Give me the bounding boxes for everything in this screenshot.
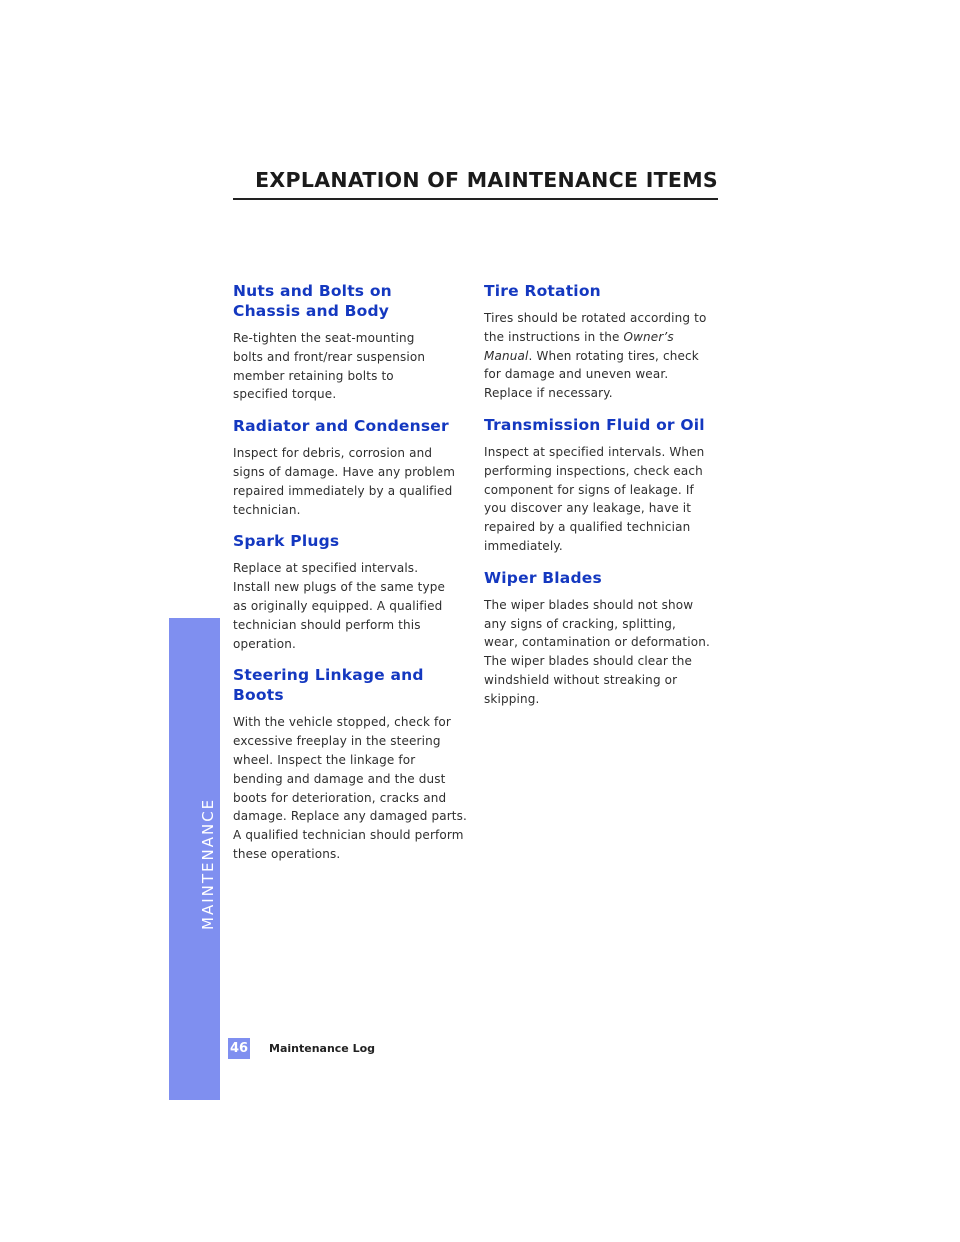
body-text: Tires should be rotated according to the instructions in the — [484, 311, 707, 344]
section-body: Re-tighten the seat-mounting bolts and front/rear suspension member retaining bolts to specified torque. — [233, 331, 426, 402]
section-nuts-and-bolts — [233, 281, 469, 404]
section-spark-plugs — [233, 531, 469, 653]
page-number: 46 — [228, 1038, 250, 1059]
section-tire-rotation — [484, 281, 720, 403]
body-text: . When rotating tires, check for damage and uneven wear. Replace if necessary. — [484, 348, 699, 401]
side-section-label: MAINTENANCE — [199, 797, 217, 930]
section-heading: Steering Linkage and Boots — [233, 666, 424, 705]
section-body: Inspect at specified intervals. When performing inspections, check each component for signs of leakage. If you discover any leakage, have it repaired by a qualified technician immediately. — [484, 444, 705, 553]
section-heading: Radiator and Condenser — [233, 417, 449, 436]
footer-section-label: Maintenance Log — [269, 1042, 376, 1055]
page-title: EXPLANATION OF MAINTENANCE ITEMS — [255, 168, 718, 192]
page-header — [233, 166, 718, 200]
right-column — [484, 281, 720, 721]
left-column — [233, 281, 469, 876]
section-body: The wiper blades should not show any signs of cracking, splitting, wear, contamination or deformation. The wiper blades should clear the windshield without streaking or skipping. — [484, 597, 710, 706]
section-body: Inspect for debris, corrosion and signs of damage. Have any problem repaired immediately by a qualified technician. — [233, 446, 456, 517]
section-heading: Tire Rotation — [484, 282, 601, 300]
section-heading: Nuts and Bolts on Chassis and Body — [233, 282, 392, 320]
manual-title: Owner’s Manual — [484, 329, 674, 363]
section-heading: Wiper Blades — [484, 568, 602, 587]
section-body: Replace at specified intervals. Install new plugs of the same type as originally equipped. A qualified technician should perform this operation. — [233, 561, 446, 651]
section-radiator — [233, 416, 469, 519]
section-body: With the vehicle stopped, check for excessive freeplay in the steering wheel. Inspect the linkage for bending and damage and the dust boots for deterioration, cracks and damage. Replace any damaged parts. A qualified technician should perform these operations. — [233, 715, 468, 861]
section-heading: Transmission Fluid or Oil — [484, 415, 705, 434]
section-wiper-blades — [484, 568, 720, 709]
section-heading: Spark Plugs — [233, 532, 340, 551]
section-steering-linkage — [233, 665, 469, 863]
section-body — [484, 309, 719, 403]
section-transmission-fluid — [484, 415, 720, 556]
